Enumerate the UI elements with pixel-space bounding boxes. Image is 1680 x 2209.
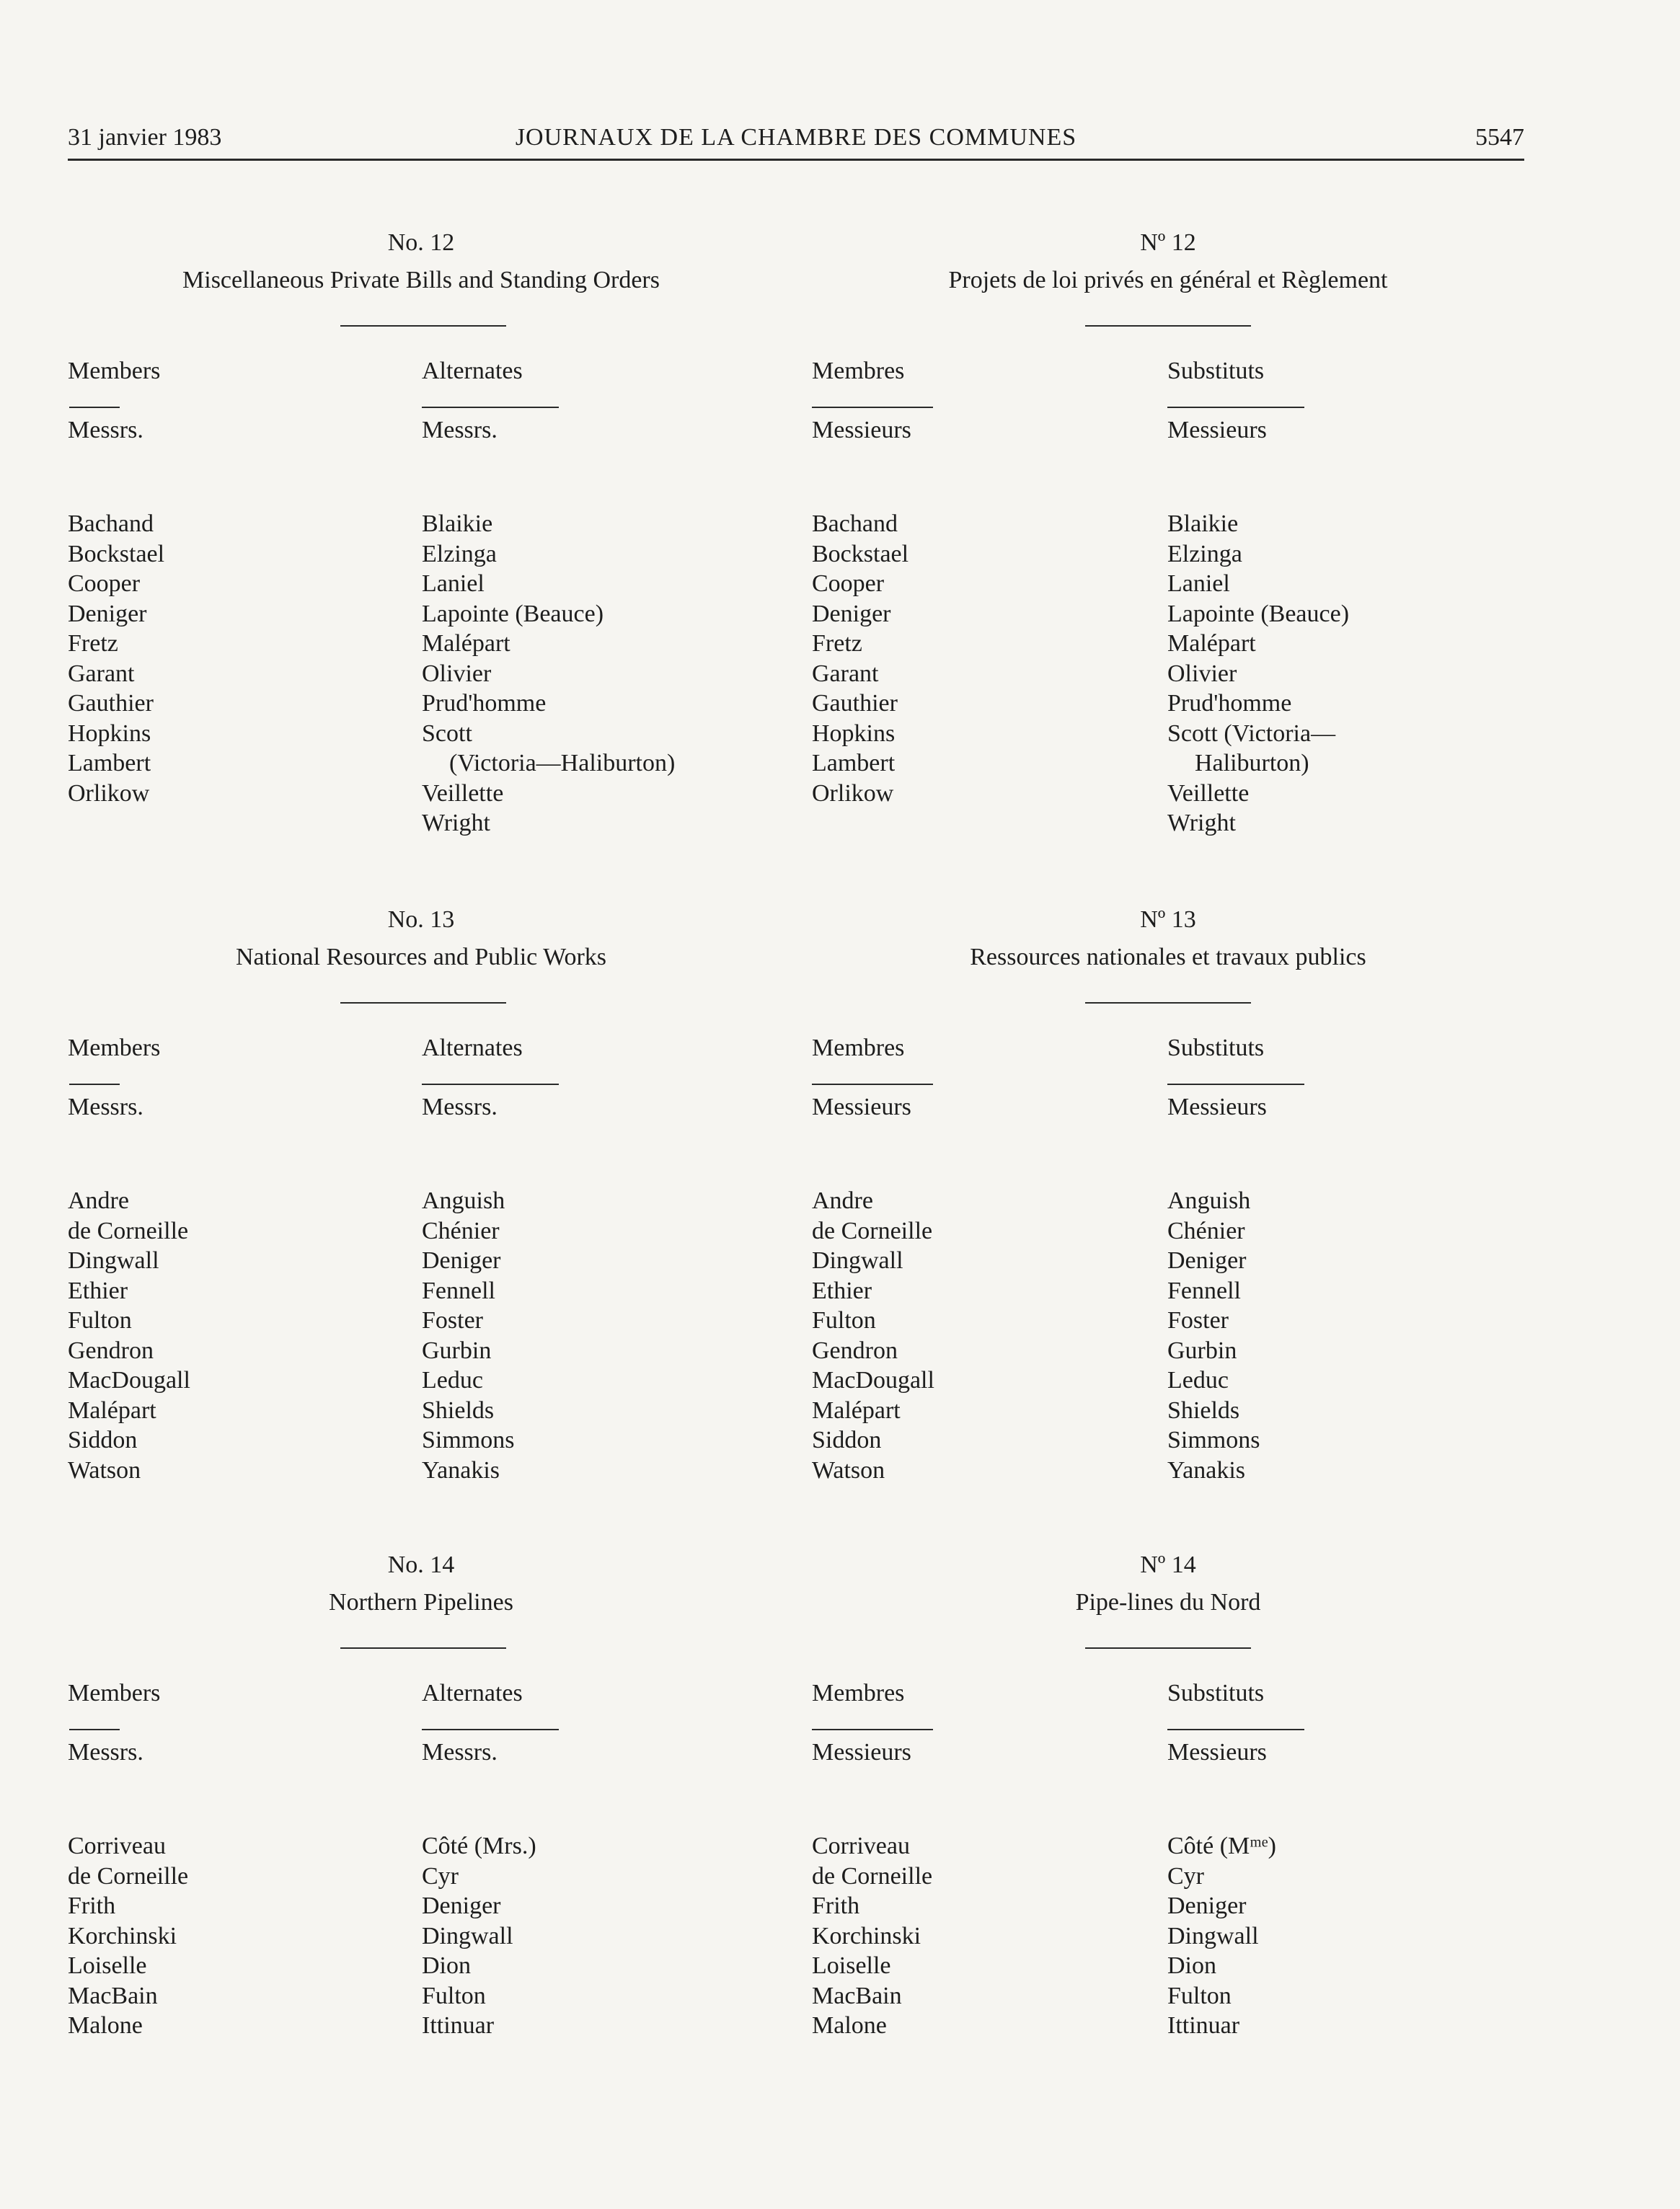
member-name: Orlikow — [68, 779, 150, 807]
alternates-heading-rule — [422, 407, 559, 408]
member-name: Dingwall — [812, 1247, 903, 1274]
alternates-salutation: Messieurs — [1167, 417, 1267, 443]
alternate-name: Leduc — [1167, 1367, 1229, 1394]
alternates-list — [1167, 1831, 1276, 2041]
committee-number: Nº 14 — [1140, 1551, 1196, 1578]
member-name: Korchinski — [68, 1922, 177, 1949]
title-underline — [340, 1647, 506, 1649]
members-list — [68, 509, 164, 808]
member-name: Siddon — [812, 1427, 882, 1453]
member-name: Andre — [812, 1187, 873, 1214]
alternate-name: Shields — [1167, 1396, 1240, 1424]
members-list — [812, 509, 908, 808]
alternate-name: Lapointe (Beauce) — [422, 600, 604, 627]
header-date: 31 janvier 1983 — [68, 124, 222, 151]
members-heading-rule — [69, 1084, 120, 1085]
member-name: Korchinski — [812, 1922, 921, 1949]
members-list — [812, 1831, 932, 2041]
member-name: MacBain — [68, 1982, 158, 2009]
alternates-heading-rule — [1167, 1729, 1304, 1730]
member-name: Andre — [68, 1187, 129, 1214]
alternate-name: Olivier — [422, 660, 492, 687]
alternate-name: Simmons — [1167, 1427, 1260, 1453]
alternate-name: Scott (Victoria— — [1167, 720, 1336, 747]
member-name: Fretz — [68, 630, 118, 657]
member-name: de Corneille — [812, 1217, 933, 1244]
alternate-name: Veillette — [422, 779, 504, 807]
member-name: Loiselle — [68, 1952, 147, 1979]
member-name: Fretz — [812, 630, 862, 657]
alternate-name: Yanakis — [422, 1456, 500, 1484]
members-heading: Members — [68, 358, 161, 384]
members-heading-rule — [812, 1084, 933, 1085]
alternates-salutation: Messieurs — [1167, 1739, 1267, 1766]
alternates-salutation: Messrs. — [422, 1739, 498, 1766]
alternate-name: Chénier — [422, 1217, 500, 1244]
member-name: Gendron — [812, 1337, 898, 1364]
members-salutation: Messieurs — [812, 417, 911, 443]
members-salutation: Messieurs — [812, 1739, 911, 1766]
alternate-name: Anguish — [422, 1187, 505, 1214]
committee-number: No. 13 — [387, 906, 455, 933]
members-salutation: Messieurs — [812, 1094, 911, 1120]
members-heading: Members — [68, 1035, 161, 1061]
member-name: de Corneille — [812, 1862, 933, 1890]
alternate-name: Chénier — [1167, 1217, 1245, 1244]
alternate-name: Wright — [1167, 810, 1236, 836]
members-list — [68, 1831, 188, 2041]
alternate-name: Yanakis — [1167, 1456, 1246, 1484]
header-journal-title: JOURNAUX DE LA CHAMBRE DES COMMUNES — [515, 124, 1077, 151]
members-salutation: Messrs. — [68, 1094, 143, 1120]
alternate-name: Blaikie — [1167, 510, 1239, 537]
member-name: Bachand — [68, 510, 154, 537]
alternate-name: Simmons — [422, 1427, 515, 1453]
members-heading-rule — [69, 1729, 120, 1730]
member-name: Frith — [812, 1893, 860, 1919]
member-name: Malépart — [812, 1396, 901, 1424]
alternate-name: Ittinuar — [422, 2012, 495, 2039]
member-name: Malone — [812, 2012, 887, 2039]
members-salutation: Messrs. — [68, 417, 143, 443]
committee-title: Miscellaneous Private Bills and Standing Orders — [182, 267, 660, 293]
alternate-name: Côté (Mrs.) — [422, 1833, 536, 1859]
alternate-name: Fulton — [422, 1982, 486, 2009]
alternate-name: Olivier — [1167, 660, 1237, 687]
alternates-heading: Substituts — [1167, 1680, 1265, 1706]
member-name: Fulton — [68, 1307, 132, 1334]
alternate-name: Deniger — [422, 1893, 501, 1919]
member-name: Deniger — [812, 600, 891, 627]
member-name: de Corneille — [68, 1217, 189, 1244]
alternates-heading: Substituts — [1167, 1035, 1265, 1061]
alternate-name: Anguish — [1167, 1187, 1251, 1214]
title-underline — [340, 1002, 506, 1004]
member-name: Lambert — [68, 750, 151, 776]
alternates-list — [422, 1186, 514, 1485]
title-underline — [1085, 1002, 1251, 1004]
alternate-name: Fulton — [1167, 1982, 1232, 2009]
member-name: MacBain — [812, 1982, 902, 2009]
committee-title: National Resources and Public Works — [235, 944, 607, 970]
alternate-name: Leduc — [422, 1367, 483, 1394]
alternate-name: Cyr — [422, 1862, 459, 1890]
committee-number: No. 14 — [387, 1551, 455, 1578]
alternate-name: Veillette — [1167, 779, 1250, 807]
alternate-name: Deniger — [1167, 1247, 1247, 1274]
committee-title: Pipe-lines du Nord — [1075, 1589, 1261, 1616]
members-list — [68, 1186, 190, 1485]
alternate-name: Elzinga — [1167, 540, 1242, 567]
title-underline — [1085, 1647, 1251, 1649]
members-list — [812, 1186, 934, 1485]
member-name: Garant — [68, 660, 135, 687]
alternate-name: Laniel — [1167, 570, 1230, 597]
member-name: Deniger — [68, 600, 147, 627]
alternates-heading: Substituts — [1167, 358, 1265, 384]
alternate-name: Ittinuar — [1167, 2012, 1240, 2039]
member-name: Cooper — [812, 570, 885, 597]
member-name: Dingwall — [68, 1247, 159, 1274]
alternate-name: Dion — [1167, 1952, 1216, 1979]
members-heading: Membres — [812, 358, 905, 384]
members-heading: Members — [68, 1680, 161, 1706]
title-underline — [1085, 325, 1251, 327]
committee-title: Northern Pipelines — [329, 1589, 513, 1616]
committee-title: Projets de loi privés en général et Règlement — [948, 267, 1388, 293]
member-name: Ethier — [812, 1277, 872, 1304]
member-name: Gauthier — [68, 690, 154, 717]
member-name: Bockstael — [68, 540, 165, 567]
alternates-list — [1167, 1186, 1260, 1485]
alternates-list — [422, 509, 675, 838]
alternates-heading-rule — [422, 1084, 559, 1085]
alternate-name: (Victoria—Haliburton) — [449, 750, 676, 776]
member-name: Corriveau — [812, 1833, 910, 1859]
alternate-name: Laniel — [422, 570, 485, 597]
member-name: MacDougall — [68, 1367, 190, 1394]
alternate-name: Dion — [422, 1952, 471, 1979]
members-heading: Membres — [812, 1680, 905, 1706]
alternate-name: Foster — [422, 1307, 483, 1334]
alternates-salutation: Messrs. — [422, 1094, 498, 1120]
member-name: MacDougall — [812, 1367, 934, 1394]
alternate-name: Deniger — [1167, 1893, 1247, 1919]
alternate-name: Dingwall — [1167, 1922, 1259, 1949]
alternates-heading: Alternates — [422, 1035, 523, 1061]
alternates-heading-rule — [1167, 1084, 1304, 1085]
alternates-heading-rule — [1167, 407, 1304, 408]
alternate-name: Lapointe (Beauce) — [1167, 600, 1350, 627]
alternate-name: Gurbin — [1167, 1337, 1237, 1364]
header-page-number: 5547 — [1475, 124, 1524, 151]
member-name: Malépart — [68, 1396, 156, 1424]
title-underline — [340, 325, 506, 327]
member-name: Ethier — [68, 1277, 128, 1304]
alternate-name: Elzinga — [422, 540, 497, 567]
member-name: Gendron — [68, 1337, 154, 1364]
member-name: Hopkins — [812, 720, 896, 747]
committee-number: Nº 13 — [1140, 906, 1196, 933]
members-salutation: Messrs. — [68, 1739, 143, 1766]
alternate-name: Deniger — [422, 1247, 501, 1274]
member-name: Garant — [812, 660, 879, 687]
member-name: Siddon — [68, 1427, 138, 1453]
alternate-name: Côté (Mᵐᵉ) — [1167, 1833, 1276, 1859]
alternate-name: Prud'homme — [1167, 690, 1292, 717]
alternate-name: Cyr — [1167, 1862, 1204, 1890]
member-name: Lambert — [812, 750, 896, 776]
member-name: Orlikow — [812, 779, 894, 807]
member-name: Corriveau — [68, 1833, 166, 1859]
member-name: Gauthier — [812, 690, 898, 717]
member-name: Watson — [812, 1456, 885, 1484]
member-name: Bockstael — [812, 540, 909, 567]
alternates-list — [1167, 509, 1349, 838]
alternate-name: Dingwall — [422, 1922, 513, 1949]
alternates-salutation: Messrs. — [422, 417, 498, 443]
alternates-heading: Alternates — [422, 358, 523, 384]
alternate-name: Gurbin — [422, 1337, 492, 1364]
alternate-name: Shields — [422, 1396, 495, 1424]
member-name: Bachand — [812, 510, 898, 537]
members-heading-rule — [812, 407, 933, 408]
members-heading-rule — [69, 407, 120, 408]
alternates-salutation: Messieurs — [1167, 1094, 1267, 1120]
member-name: Watson — [68, 1456, 141, 1484]
members-heading-rule — [812, 1729, 933, 1730]
alternates-heading: Alternates — [422, 1680, 523, 1706]
member-name: Hopkins — [68, 720, 151, 747]
alternate-name: Haliburton) — [1195, 750, 1309, 776]
member-name: Cooper — [68, 570, 141, 597]
alternates-heading-rule — [422, 1729, 559, 1730]
alternate-name: Fennell — [1167, 1277, 1241, 1304]
alternate-name: Prud'homme — [422, 690, 547, 717]
alternate-name: Foster — [1167, 1307, 1229, 1334]
alternates-list — [422, 1831, 536, 2041]
committee-title: Ressources nationales et travaux publics — [970, 944, 1366, 970]
members-heading: Membres — [812, 1035, 905, 1061]
committee-number: Nº 12 — [1140, 229, 1196, 256]
alternate-name: Wright — [422, 810, 490, 836]
page-header — [68, 115, 1524, 161]
committee-number: No. 12 — [387, 229, 455, 256]
member-name: Malone — [68, 2012, 143, 2039]
alternate-name: Fennell — [422, 1277, 495, 1304]
alternate-name: Malépart — [1167, 630, 1256, 657]
alternate-name: Blaikie — [422, 510, 493, 537]
member-name: Frith — [68, 1893, 116, 1919]
member-name: Loiselle — [812, 1952, 891, 1979]
member-name: de Corneille — [68, 1862, 189, 1890]
alternate-name: Scott — [422, 720, 472, 747]
alternate-name: Malépart — [422, 630, 510, 657]
member-name: Fulton — [812, 1307, 876, 1334]
